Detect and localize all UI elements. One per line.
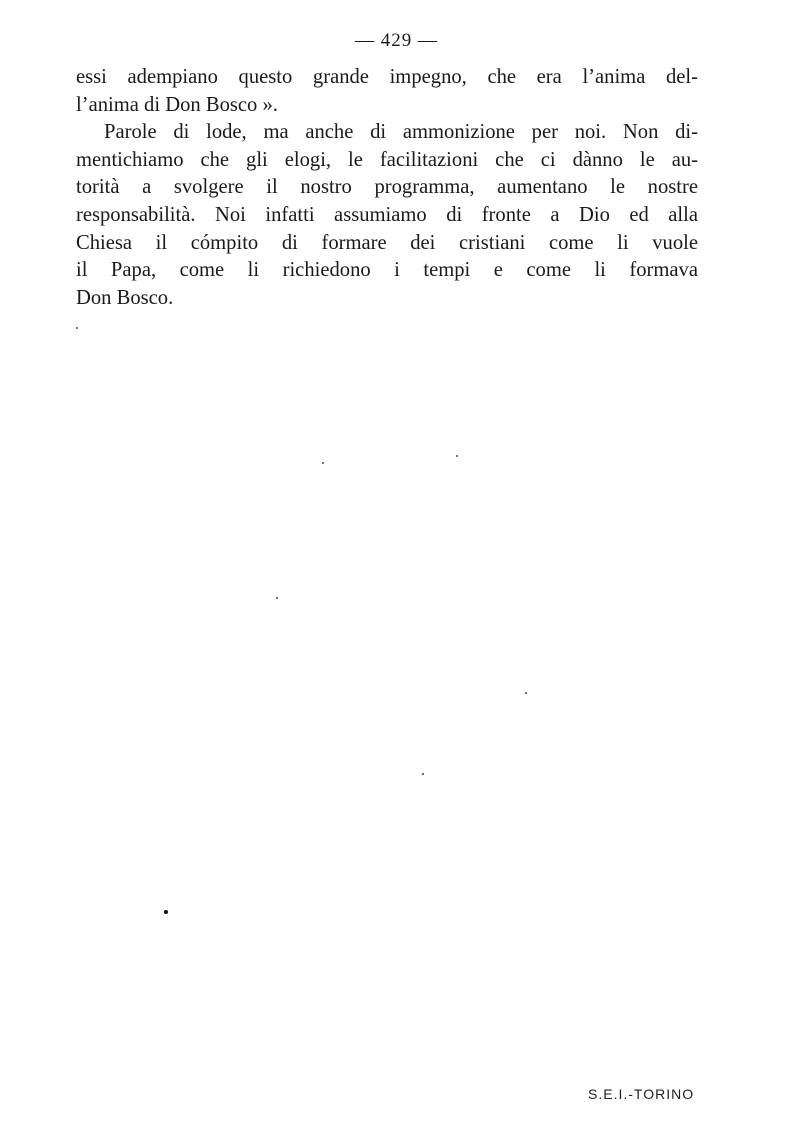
scan-speck xyxy=(525,692,527,694)
scan-speck xyxy=(322,462,324,464)
text-line: torità a svolgere il nostro programma, aumentano le nostre xyxy=(76,176,698,199)
publisher-footer: S.E.I.-TORINO xyxy=(588,1086,695,1102)
text-line: Chiesa il cómpito di formare dei cristiani come li vuole xyxy=(76,231,698,254)
paragraph-2 xyxy=(76,119,698,312)
text-line: il Papa, come li richiedono i tempi e come li formava xyxy=(76,259,698,282)
text-line: responsabilità. Noi infatti assumiamo di fronte a Dio ed alla xyxy=(76,203,698,226)
text-line: essi adempiano questo grande impegno, che era l’anima del- xyxy=(76,66,698,88)
paragraph-1 xyxy=(76,64,698,119)
text-line: Don Bosco. xyxy=(76,286,174,309)
body-text xyxy=(76,64,698,312)
scan-speck xyxy=(164,910,168,914)
scan-speck xyxy=(422,773,424,775)
text-line: mentichiamo che gli elogi, le facilitazioni che ci dànno le au- xyxy=(76,148,698,171)
text-line: l’anima di Don Bosco ». xyxy=(76,93,278,116)
text-line: Parole di lode, ma anche di ammonizione per noi. Non di- xyxy=(104,121,698,144)
scan-speck xyxy=(456,455,458,457)
page-number: — 429 — xyxy=(355,30,438,51)
scan-speck xyxy=(76,327,78,329)
scan-speck xyxy=(276,597,278,599)
